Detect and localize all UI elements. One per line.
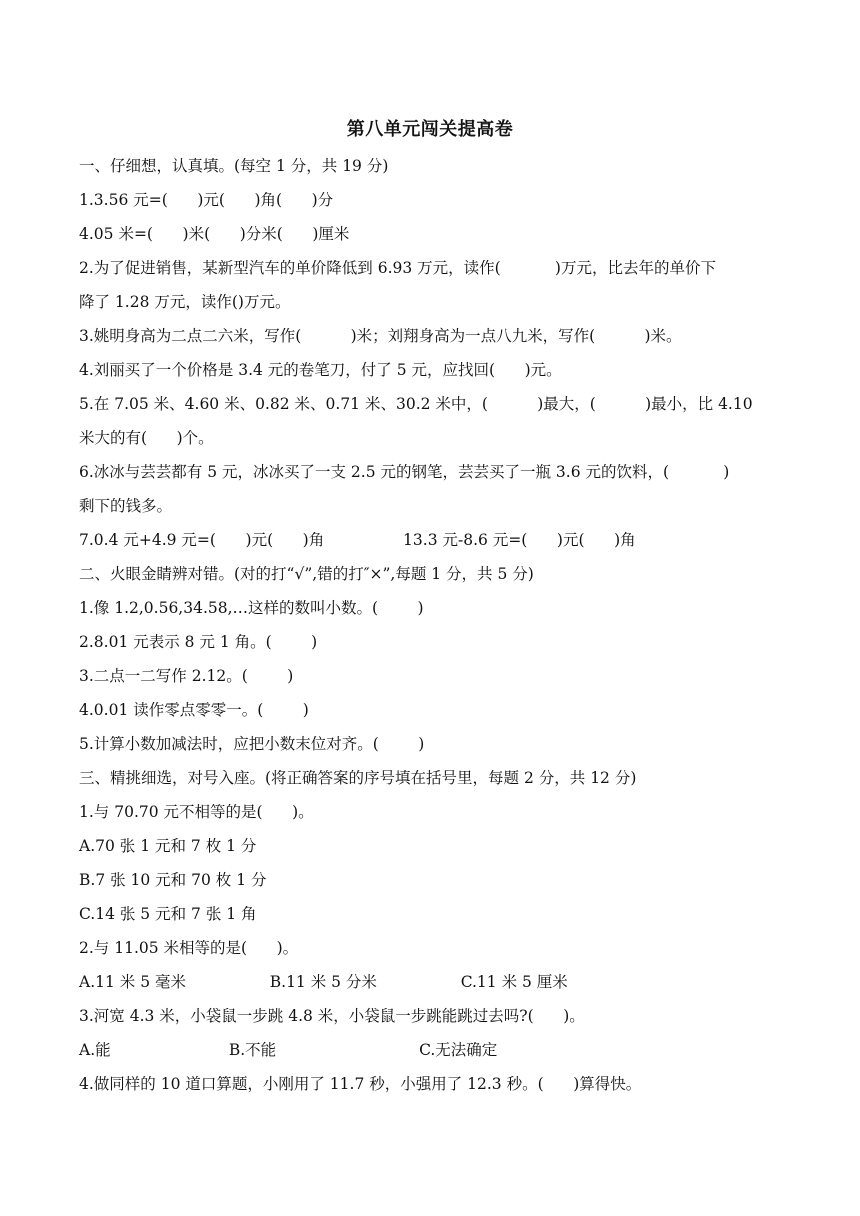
question-3-1-option-c: C.14 张 5 元和 7 张 1 角	[79, 905, 257, 923]
question-1-6-line-1: 6.冰冰与芸芸都有 5 元，冰冰买了一支 2.5 元的钢笔，芸芸买了一瓶 3.6 元的饮料，( )	[79, 463, 730, 481]
question-1-2-line-1: 2.为了促进销售，某新型汽车的单价降低到 6.93 万元，读作( )万元，比去年的单价下	[79, 259, 716, 277]
section-2-heading: 二、火眼金睛辨对错。(对的打“√”,错的打″×”,每题 1 分，共 5 分)	[79, 565, 534, 583]
question-3-3: 3.河宽 4.3 米，小袋鼠一步跳 4.8 米，小袋鼠一步跳能跳过去吗?( )。	[79, 1007, 585, 1025]
question-1-1-line-1: 1.3.56 元=( )元( )角( )分	[79, 191, 334, 209]
question-1-2-line-2: 降了 1.28 万元，读作()万元。	[79, 293, 291, 311]
question-3-2: 2.与 11.05 米相等的是( )。	[79, 939, 299, 957]
question-1-3: 3.姚明身高为二点二六米，写作( )米；刘翔身高为一点八九米，写作( )米。	[79, 327, 682, 345]
question-1-5-line-2: 米大的有( )个。	[79, 429, 214, 447]
question-3-3-options: A.能 B.不能 C.无法确定	[79, 1041, 498, 1059]
question-1-5-line-1: 5.在 7.05 米、4.60 米、0.82 米、0.71 米、30.2 米中，( )最大，( )最小，比 4.10	[79, 395, 753, 413]
question-2-2: 2.8.01 元表示 8 元 1 角。( )	[79, 633, 318, 651]
question-1-4: 4.刘丽买了一个价格是 3.4 元的卷笔刀，付了 5 元，应找回( )元。	[79, 361, 562, 379]
section-1-heading: 一、仔细想，认真填。(每空 1 分，共 19 分)	[79, 157, 389, 175]
question-3-2-options: A.11 米 5 毫米 B.11 米 5 分米 C.11 米 5 厘米	[79, 973, 568, 991]
question-1-1-line-2: 4.05 米=( )米( )分米( )厘米	[79, 225, 350, 243]
question-3-1-option-b: B.7 张 10 元和 70 枚 1 分	[79, 871, 267, 889]
section-3-heading: 三、精挑细选，对号入座。(将正确答案的序号填在括号里，每题 2 分，共 12 分)	[79, 769, 637, 787]
page-title: 第八单元闯关提高卷	[346, 119, 514, 140]
question-2-1: 1.像 1.2,0.56,34.58,…这样的数叫小数。( )	[79, 599, 424, 617]
question-2-4: 4.0.01 读作零点零零一。( )	[79, 701, 309, 719]
question-3-4: 4.做同样的 10 道口算题，小刚用了 11.7 秒，小强用了 12.3 秒。( )算得快。	[79, 1075, 642, 1093]
question-1-7: 7.0.4 元+4.9 元=( )元( )角 13.3 元-8.6 元=( )元( )角	[79, 531, 636, 549]
question-1-6-line-2: 剩下的钱多。	[79, 497, 173, 515]
question-3-1-option-a: A.70 张 1 元和 7 枚 1 分	[79, 837, 257, 855]
question-2-5: 5.计算小数加减法时，应把小数末位对齐。( )	[79, 735, 425, 753]
question-2-3: 3.二点一二写作 2.12。( )	[79, 667, 294, 685]
question-3-1: 1.与 70.70 元不相等的是( )。	[79, 803, 314, 821]
